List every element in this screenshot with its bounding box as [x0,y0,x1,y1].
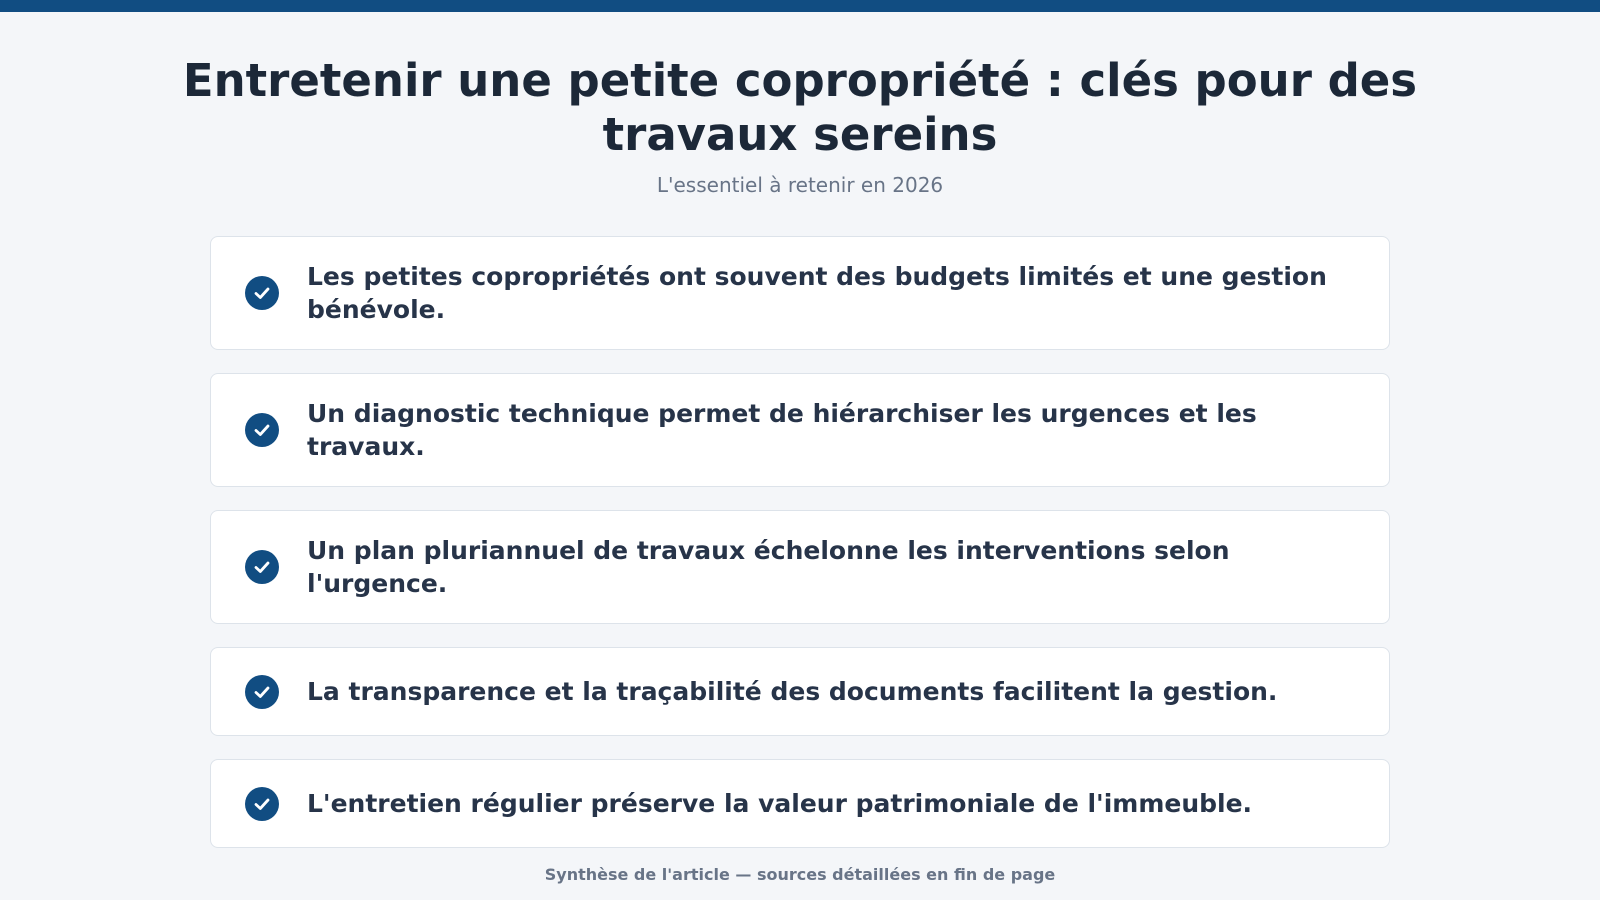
check-circle-icon [245,550,279,584]
check-circle-icon [245,787,279,821]
key-point-card [210,510,1390,624]
check-circle-icon [245,276,279,310]
key-point-text: Un diagnostic technique permet de hiérarchiser les urgences et les travaux. [307,399,1257,461]
key-point-text: Les petites copropriétés ont souvent des budgets limités et une gestion bénévole. [307,262,1327,324]
check-circle-icon [245,413,279,447]
page-title: Entretenir une petite copropriété : clés pour des travaux sereins [182,54,1418,161]
footer-note: Synthèse de l'article — sources détaillées en fin de page [544,865,1056,884]
key-point-text: L'entretien régulier préserve la valeur patrimoniale de l'immeuble. [307,789,1253,818]
key-point-card [210,236,1390,350]
key-point-card [210,647,1390,736]
page-subtitle: L'essentiel à retenir en 2026 [656,173,944,197]
top-accent-bar [0,0,1600,12]
key-points-list [210,236,1390,871]
key-point-text: Un plan pluriannuel de travaux échelonne les interventions selon l'urgence. [307,536,1230,598]
key-point-card [210,759,1390,848]
check-circle-icon [245,675,279,709]
key-point-card [210,373,1390,487]
key-point-text: La transparence et la traçabilité des documents facilitent la gestion. [307,677,1278,706]
page-header [0,54,1600,197]
